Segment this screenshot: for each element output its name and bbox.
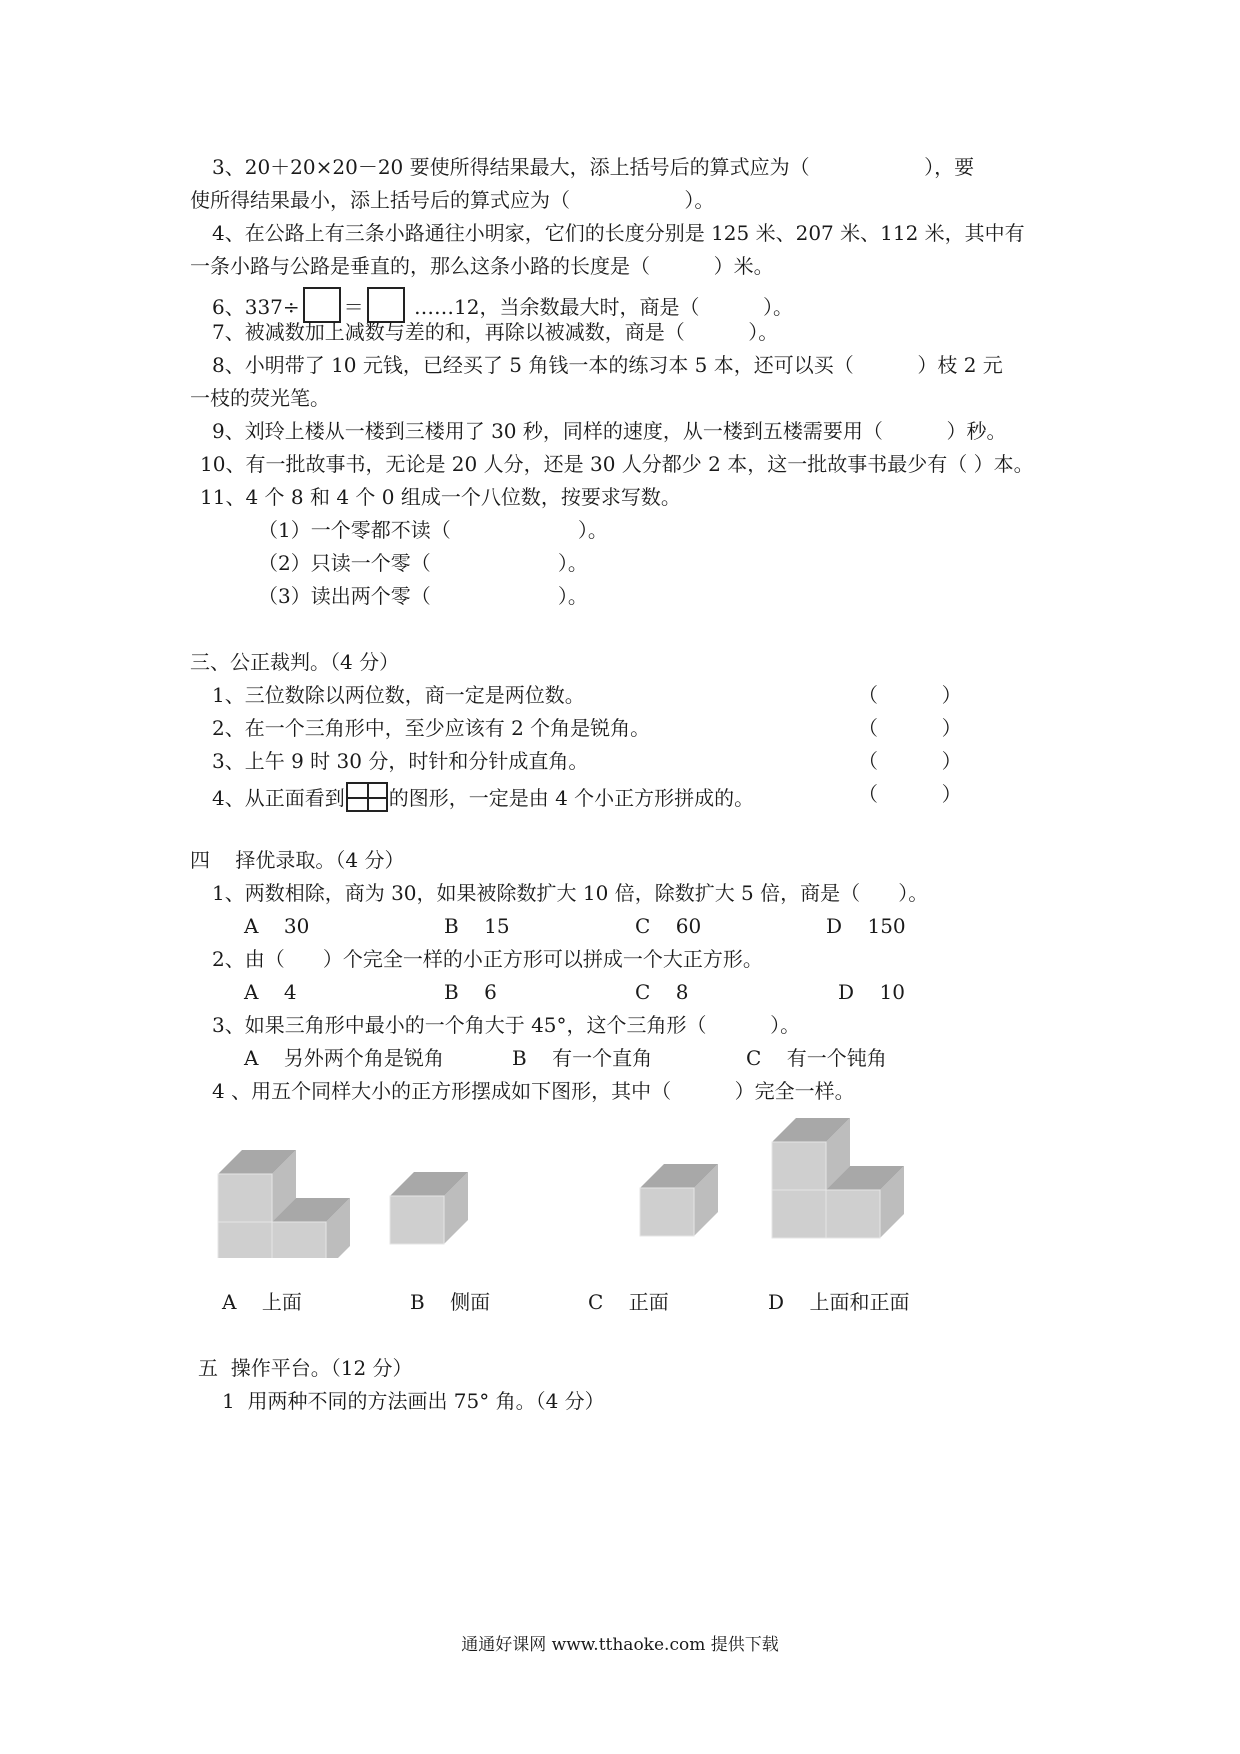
cube-figure-a: [212, 1118, 362, 1258]
q6-equals: ＝: [343, 295, 364, 319]
q4-line1: 4、在公路上有三条小路通往小明家，它们的长度分别是 125 米、207 米、112 米，其中有: [212, 221, 1025, 245]
s4-q4-option-a[interactable]: A 上面: [222, 1290, 302, 1314]
section4-title: 四 择优录取。（4 分）: [190, 848, 405, 872]
q6-prefix: 6、337÷: [212, 295, 300, 319]
s4-q2-option-b[interactable]: B 6: [444, 980, 497, 1004]
s4-q4: 4 、用五个同样大小的正方形摆成如下图形，其中（ ）完全一样。: [212, 1079, 855, 1103]
q7-line: 7、被减数加上减数与差的和，再除以被减数，商是（ ）。: [212, 320, 779, 344]
s4-q1-option-b[interactable]: B 15: [444, 914, 510, 938]
q11-sub1: （1）一个零都不读（ ）。: [258, 518, 608, 542]
q11-sub3: （3）读出两个零（ ）。: [258, 584, 588, 608]
answer-box-divisor[interactable]: [303, 287, 341, 323]
s4-q4-option-c[interactable]: C 正面: [588, 1290, 669, 1314]
cube: [640, 1164, 718, 1236]
q3-line2: 使所得结果最小，添上括号后的算式应为（ ）。: [190, 188, 715, 212]
q11-sub2: （2）只读一个零（ ）。: [258, 551, 588, 575]
s4-q3-option-a[interactable]: A 另外两个角是锐角: [244, 1046, 444, 1070]
s4-q2: 2、由（ ）个完全一样的小正方形可以拼成一个大正方形。: [212, 947, 763, 971]
s3-item4: [212, 782, 754, 812]
q6-suffix: ……12，当余数最大时，商是（ ）。: [407, 295, 794, 319]
q8-line2: 一枝的荧光笔。: [190, 386, 330, 410]
s4-q1-option-a[interactable]: A 30: [244, 914, 310, 938]
cube: [390, 1172, 468, 1244]
section5-title: 五 操作平台。（12 分）: [198, 1356, 413, 1380]
s4-q3: 3、如果三角形中最小的一个角大于 45°，这个三角形（ ）。: [212, 1013, 801, 1037]
s3-item1: 1、三位数除以两位数，商一定是两位数。: [212, 683, 585, 707]
s4-q2-option-c[interactable]: C 8: [635, 980, 689, 1004]
s3-item4-prefix: 4、从正面看到: [212, 786, 345, 810]
section3-title: 三、公正裁判。（4 分）: [190, 650, 400, 674]
q11-line: 11、4 个 8 和 4 个 0 组成一个八位数，按要求写数。: [200, 485, 681, 509]
q9-line: 9、刘玲上楼从一楼到三楼用了 30 秒，同样的速度，从一楼到五楼需要用（ ）秒。: [212, 419, 1007, 443]
page-footer: 通通好课网 www.tthaoke.com 提供下载: [461, 1635, 779, 1655]
s3-item2-blank[interactable]: （ ）: [858, 716, 962, 740]
q6-line: [212, 287, 793, 323]
cube-figure-d: [766, 1110, 916, 1260]
s4-q1: 1、两数相除，商为 30，如果被除数扩大 10 倍，除数扩大 5 倍，商是（ ）。: [212, 881, 929, 905]
s4-q4-option-b[interactable]: B 侧面: [410, 1290, 491, 1314]
s4-q2-option-d[interactable]: D 10: [838, 980, 905, 1004]
s4-q4-option-d[interactable]: D 上面和正面: [768, 1290, 910, 1314]
s4-q2-option-a[interactable]: A 4: [244, 980, 297, 1004]
s3-item1-blank[interactable]: （ ）: [858, 683, 962, 707]
answer-box-quotient[interactable]: [367, 287, 405, 323]
q8-line1: 8、小明带了 10 元钱，已经买了 5 角钱一本的练习本 5 本，还可以买（ ）枝 2 元: [212, 353, 1003, 377]
s4-q3-option-b[interactable]: B 有一个直角: [512, 1046, 653, 1070]
q4-line2: 一条小路与公路是垂直的，那么这条小路的长度是（ ）米。: [190, 254, 774, 278]
s4-q1-option-d[interactable]: D 150: [826, 914, 906, 938]
s4-q1-option-c[interactable]: C 60: [635, 914, 702, 938]
s3-item3-blank[interactable]: （ ）: [858, 749, 962, 773]
s3-item4-suffix: 的图形，一定是由 4 个小正方形拼成的。: [388, 786, 755, 810]
cube-figure-b: [384, 1168, 484, 1258]
s3-item2: 2、在一个三角形中，至少应该有 2 个角是锐角。: [212, 716, 651, 740]
s4-q3-option-c[interactable]: C 有一个钝角: [746, 1046, 887, 1070]
q10-line: 10、有一批故事书，无论是 20 人分，还是 30 人分都少 2 本，这一批故事书最少有（ ）本。: [200, 452, 1034, 476]
s5-q1: 1 用两种不同的方法画出 75° 角。（4 分）: [222, 1389, 605, 1413]
s3-item3: 3、上午 9 时 30 分，时针和分针成直角。: [212, 749, 589, 773]
s3-item4-blank[interactable]: （ ）: [858, 782, 962, 806]
four-square-grid-icon: [346, 782, 388, 812]
cube-figure-c: [634, 1160, 734, 1250]
q3-line1: 3、20＋20×20－20 要使所得结果最大，添上括号后的算式应为（ ），要: [212, 155, 975, 179]
